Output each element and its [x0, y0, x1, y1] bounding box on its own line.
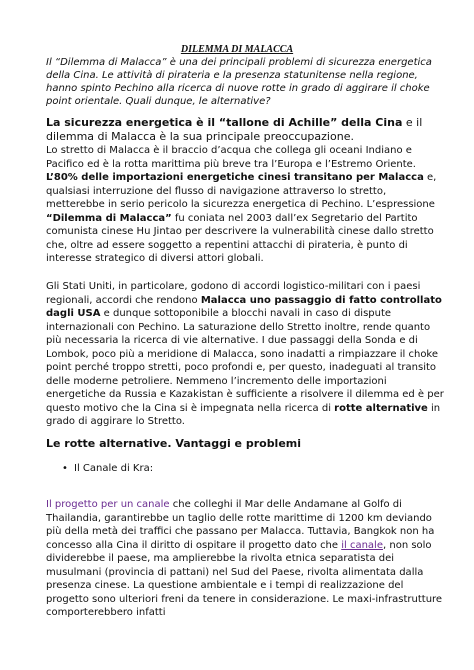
text-run: in grado di aggirare lo Stretto.	[46, 402, 441, 427]
section-heading-security	[46, 116, 446, 144]
text-run: Gli Stati Uniti, in particolare, godono di accordi logistico-militari con i paesi regionali, accordi che rendono	[46, 281, 421, 306]
section-heading-alternatives: Le rotte alternative. Vantaggi e problemi	[46, 437, 302, 450]
intro-paragraph: Il “Dilemma di Malacca” è una dei principali problemi di sicurezza energetica della Cina. Le attività di pirateria e la presenza statunitense nella regione, hanno spinto Pechino alla ricerca di nuove rotte in grado di aggirare il choke point orientale. Quali dunque, le alternative?	[46, 57, 432, 107]
bold-run: rotte alternative	[334, 402, 428, 414]
bullet-item-kra	[62, 463, 153, 474]
text-run: e, qualsiasi interruzione del flusso di navigazione attraverso lo stretto, metterebbe in serio pericolo la sicurezza energetica di Pechino. L’espressione	[46, 172, 437, 210]
bullet-label: Il Canale di Kra:	[74, 463, 154, 474]
link-canal[interactable]: il canale	[341, 539, 383, 551]
text-run: fu coniata nel 2003 dall’ex Segretario del Partito comunista cinese Hu Jintao per descrivere la vulnerabilità cinese dallo stretto che, oltre ad essere soggetto a repentini attacchi di pirateria, è punto di interesse strategico di diversi attori globali.	[46, 212, 434, 264]
text-run: Lo stretto di Malacca è il braccio d’acqua che collega gli oceani Indiano e Pacifico ed è la rotta marittima più breve tra l’Europa e l’Estremo Oriente.	[46, 145, 416, 170]
text-run: , non solo dividerebbe il paese, ma amplierebbe la rivolta etnica separatista dei musulmani (provincia di pattani) nel Sud del Paese, rivolta alimentata dalla presenza cinese. La questione ambientale e i tempi di realizzazione del progetto sono ulteriori freni da tenere in considerazione. Le maxi-infrastrutture comporterebbero infatti	[46, 539, 443, 618]
paragraph-kra-canal	[46, 498, 446, 620]
bold-run: “Dilemma di Malacca”	[46, 212, 172, 224]
bold-run: Malacca uno passaggio di fatto controllato dagli USA	[46, 294, 442, 319]
section-heading-security-rest: e il dilemma di Malacca è la sua principale preoccupazione.	[46, 116, 423, 143]
document-title: DILEMMA DI MALACCA	[180, 44, 294, 55]
bold-run: L’80% delle importazioni energetiche cinesi transitano per Malacca	[46, 172, 424, 183]
bullet-mark: •	[62, 463, 68, 474]
link-canal-project[interactable]: Il progetto per un canale	[46, 499, 170, 510]
text-run: e dunque sottoponibile a blocchi navali in caso di dispute internazionali con Pechino. La saturazione dello Stretto inoltre, rende quanto più necessaria la ricerca di vie alternative. I due passaggi della Sonda e di Lombok, poco più a meridione di Malacca, sono inadatti a rimpiazzare il choke point perché troppo stretti, poco profondi e, per questo, inadeguati al transito delle moderne petroliere. Nemmeno l’incremento delle importazioni energetiche da Russia e Kazakistan è sufficiente a risolvere il dilemma ed è per questo motivo che la Cina si è impegnata nella ricerca di	[46, 308, 444, 414]
text-run: che colleghi il Mar delle Andamane al Golfo di Thailandia, garantirebbe un taglio delle rotte marittime di 1200 km deviando più della metà dei traffici che passano per Malacca. Tuttavia, Bangkok non ha concesso alla Cina il diritto di ospitare il progetto dato che	[46, 499, 435, 551]
paragraph-malacca-strait	[46, 144, 446, 266]
paragraph-usa-control	[46, 280, 446, 429]
section-heading-security-bold: La sicurezza energetica è il “tallone di Achille” della Cina	[46, 116, 403, 129]
